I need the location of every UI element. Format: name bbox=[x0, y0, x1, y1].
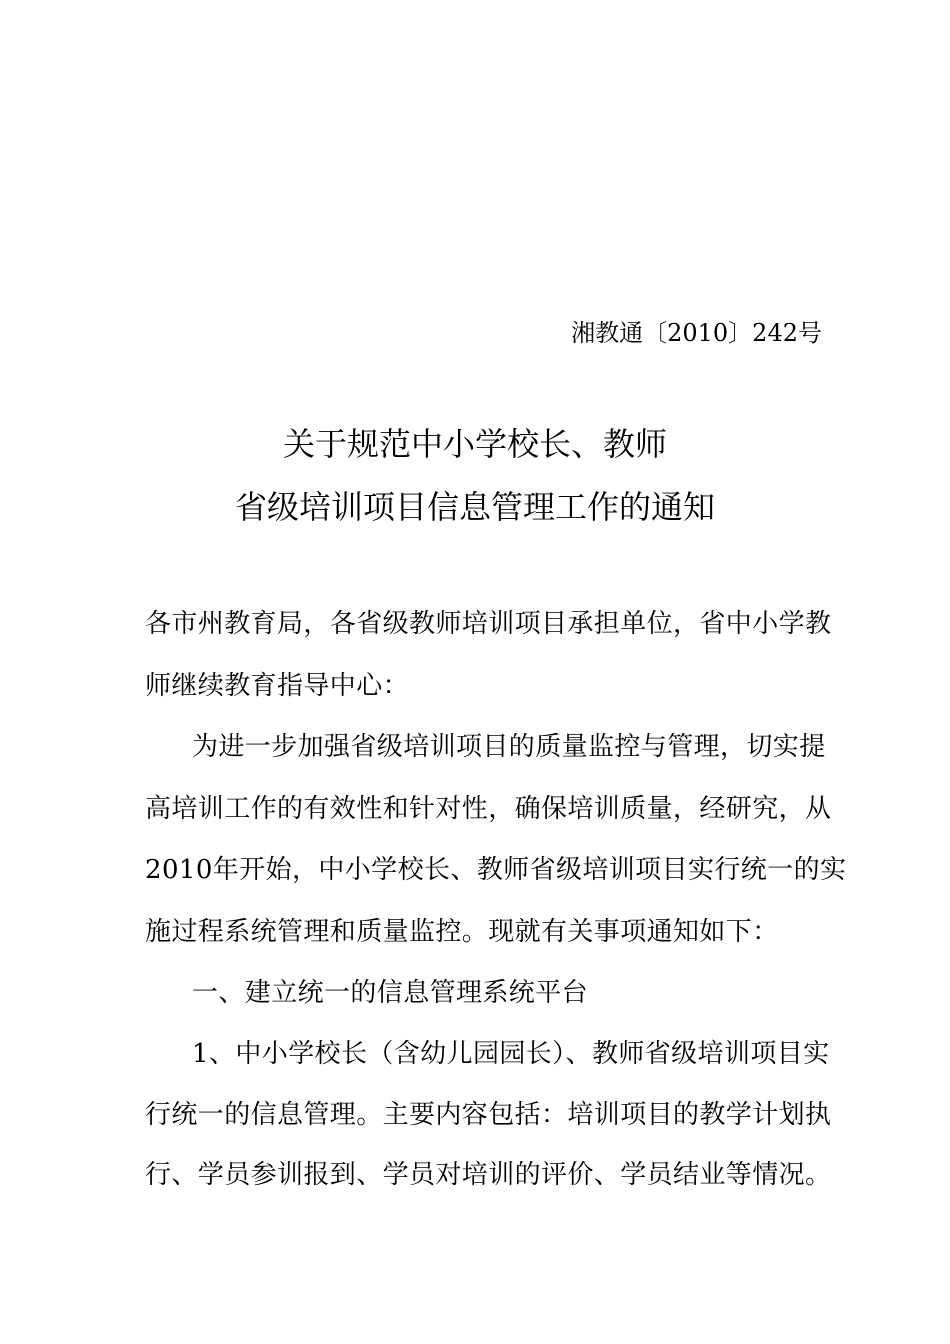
document-number: 湘教通〔2010〕242号 bbox=[571, 319, 822, 347]
paragraph-line: 2010年开始，中小学校长、教师省级培训项目实行统一的实 bbox=[145, 855, 847, 885]
paragraph-line: 施过程系统管理和质量监控。现就有关事项通知如下： bbox=[145, 917, 779, 947]
addressee-line-1: 各市州教育局，各省级教师培训项目承担单位，省中小学教 bbox=[145, 609, 832, 639]
paragraph-line: 1、中小学校长（含幼儿园园长）、教师省级培训项目实 bbox=[192, 1039, 830, 1069]
document-title-line-2: 省级培训项目信息管理工作的通知 bbox=[234, 488, 715, 526]
paragraph-line: 高培训工作的有效性和针对性，确保培训质量，经研究，从 bbox=[145, 794, 832, 824]
section-heading: 一、建立统一的信息管理系统平台 bbox=[192, 978, 589, 1008]
paragraph-line: 行统一的信息管理。主要内容包括：培训项目的教学计划执 bbox=[145, 1100, 832, 1130]
document-title-line-1: 关于规范中小学校长、教师 bbox=[282, 425, 667, 463]
paragraph-line: 行、学员参训报到、学员对培训的评价、学员结业等情况。 bbox=[145, 1160, 832, 1190]
addressee-line-2: 师继续教育指导中心： bbox=[145, 671, 410, 701]
paragraph-line: 为进一步加强省级培训项目的质量监控与管理，切实提 bbox=[192, 732, 826, 762]
